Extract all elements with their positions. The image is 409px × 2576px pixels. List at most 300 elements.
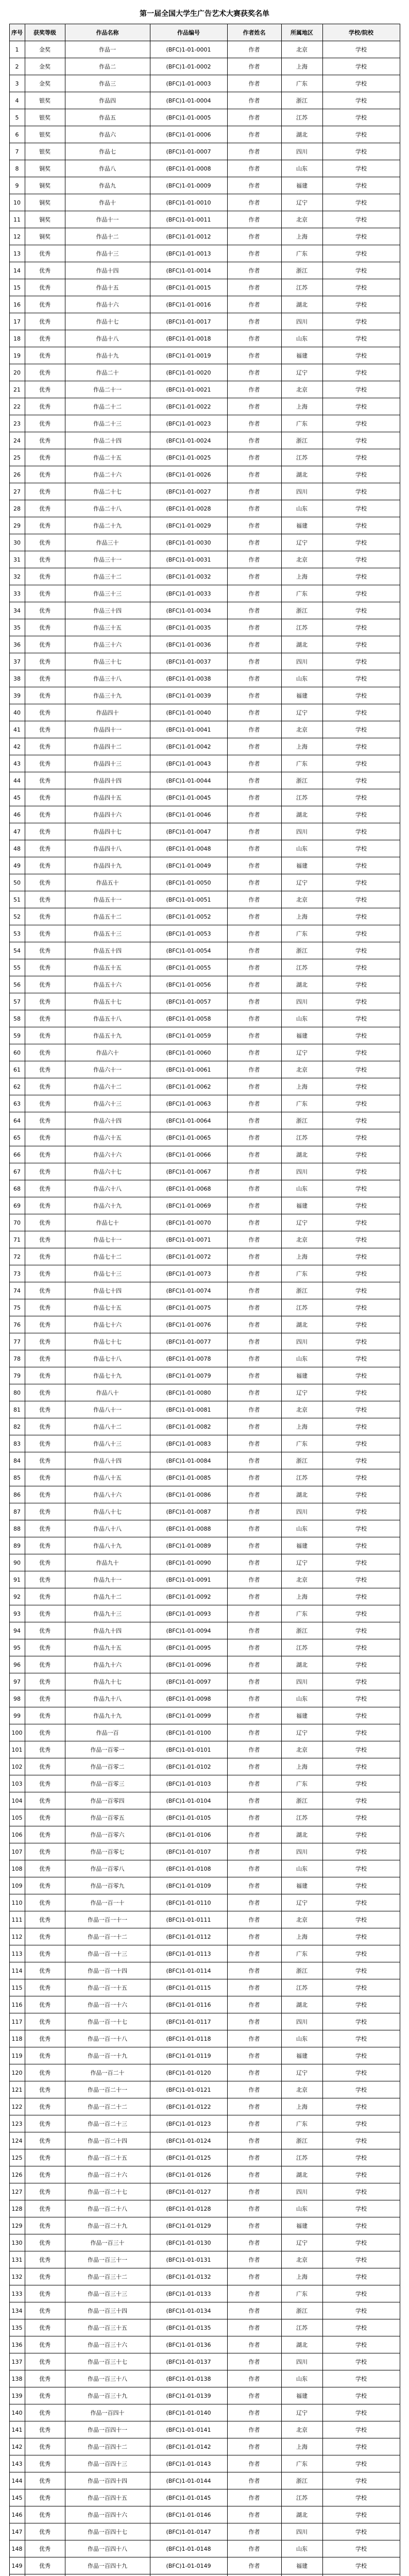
cell-id: (BFC)1-01-0100 (150, 1724, 227, 1741)
cell-id: (BFC)1-01-0041 (150, 721, 227, 738)
cell-id: (BFC)1-01-0032 (150, 568, 227, 585)
cell-no: 1 (9, 41, 25, 58)
table-row (9, 568, 400, 585)
cell-author: 作者 (227, 1894, 281, 1911)
cell-unit: 学校 (322, 1741, 400, 1758)
cell-level: 优秀 (25, 2234, 65, 2251)
cell-id: (BFC)1-01-0123 (150, 2115, 227, 2132)
cell-id: (BFC)1-01-0115 (150, 1979, 227, 1996)
cell-unit: 学校 (322, 2540, 400, 2557)
cell-level: 优秀 (25, 653, 65, 670)
cell-level: 优秀 (25, 1112, 65, 1129)
cell-unit: 学校 (322, 398, 400, 415)
table-row (9, 1452, 400, 1469)
cell-author: 作者 (227, 1690, 281, 1707)
cell-id: (BFC)1-01-0120 (150, 2064, 227, 2081)
table-row (9, 228, 400, 245)
cell-level: 优秀 (25, 279, 65, 296)
cell-author: 作者 (227, 1095, 281, 1112)
cell-id: (BFC)1-01-0084 (150, 1452, 227, 1469)
cell-title: 作品一百二十 (65, 2064, 150, 2081)
cell-title: 作品一百三十七 (65, 2353, 150, 2370)
table-row (9, 1418, 400, 1435)
cell-unit: 学校 (322, 857, 400, 874)
table-row (9, 1639, 400, 1656)
cell-no: 94 (9, 1622, 25, 1639)
cell-author: 作者 (227, 840, 281, 857)
cell-level: 优秀 (25, 1231, 65, 1248)
cell-no: 92 (9, 1588, 25, 1605)
cell-level: 优秀 (25, 1724, 65, 1741)
table-row (9, 1299, 400, 1316)
cell-id: (BFC)1-01-0136 (150, 2336, 227, 2353)
cell-id: (BFC)1-01-0014 (150, 262, 227, 279)
cell-id: (BFC)1-01-0077 (150, 1333, 227, 1350)
cell-unit: 学校 (322, 1877, 400, 1894)
cell-unit: 学校 (322, 2387, 400, 2404)
cell-author: 作者 (227, 1282, 281, 1299)
cell-unit: 学校 (322, 296, 400, 313)
cell-title: 作品二十八 (65, 500, 150, 517)
cell-unit: 学校 (322, 2234, 400, 2251)
table-row (9, 262, 400, 279)
cell-author: 作者 (227, 2472, 281, 2489)
table-row (9, 2013, 400, 2030)
cell-no: 62 (9, 1078, 25, 1095)
cell-region: 湖北 (281, 1826, 322, 1843)
cell-unit: 学校 (322, 636, 400, 653)
cell-region: 福建 (281, 2387, 322, 2404)
cell-id: (BFC)1-01-0008 (150, 160, 227, 177)
cell-no: 88 (9, 1520, 25, 1537)
cell-no: 82 (9, 1418, 25, 1435)
cell-unit: 学校 (322, 1231, 400, 1248)
cell-region: 北京 (281, 211, 322, 228)
cell-level: 铜奖 (25, 228, 65, 245)
cell-title: 作品一百一十五 (65, 1979, 150, 1996)
cell-id: (BFC)1-01-0131 (150, 2251, 227, 2268)
cell-title: 作品九十八 (65, 1690, 150, 1707)
cell-unit: 学校 (322, 925, 400, 942)
cell-id: (BFC)1-01-0011 (150, 211, 227, 228)
cell-id: (BFC)1-01-0147 (150, 2523, 227, 2540)
cell-region: 山东 (281, 1010, 322, 1027)
cell-unit: 学校 (322, 1724, 400, 1741)
cell-author: 作者 (227, 772, 281, 789)
cell-author: 作者 (227, 1877, 281, 1894)
cell-id: (BFC)1-01-0098 (150, 1690, 227, 1707)
table-row (9, 1741, 400, 1758)
cell-title: 作品八十三 (65, 1435, 150, 1452)
cell-author: 作者 (227, 1129, 281, 1146)
cell-level: 优秀 (25, 2013, 65, 2030)
cell-level: 优秀 (25, 772, 65, 789)
cell-id: (BFC)1-01-0017 (150, 313, 227, 330)
cell-level: 优秀 (25, 1571, 65, 1588)
cell-title: 作品四十 (65, 704, 150, 721)
cell-author: 作者 (227, 2438, 281, 2455)
table-row (9, 143, 400, 160)
cell-level: 优秀 (25, 687, 65, 704)
cell-id: (BFC)1-01-0054 (150, 942, 227, 959)
cell-region: 湖北 (281, 1486, 322, 1503)
cell-unit: 学校 (322, 1044, 400, 1061)
cell-unit: 学校 (322, 1095, 400, 1112)
cell-unit: 学校 (322, 347, 400, 364)
cell-level: 优秀 (25, 1197, 65, 1214)
cell-author: 作者 (227, 279, 281, 296)
cell-id: (BFC)1-01-0062 (150, 1078, 227, 1095)
cell-level: 优秀 (25, 1486, 65, 1503)
cell-unit: 学校 (322, 143, 400, 160)
table-row (9, 993, 400, 1010)
cell-author: 作者 (227, 2149, 281, 2166)
cell-level: 优秀 (25, 1928, 65, 1945)
cell-level: 优秀 (25, 330, 65, 347)
cell-region: 福建 (281, 2217, 322, 2234)
cell-author: 作者 (227, 262, 281, 279)
cell-unit: 学校 (322, 2217, 400, 2234)
cell-unit: 学校 (322, 1792, 400, 1809)
cell-level: 优秀 (25, 262, 65, 279)
cell-region: 山东 (281, 670, 322, 687)
cell-level: 优秀 (25, 840, 65, 857)
cell-id: (BFC)1-01-0056 (150, 976, 227, 993)
cell-no: 68 (9, 1180, 25, 1197)
cell-author: 作者 (227, 211, 281, 228)
cell-unit: 学校 (322, 1265, 400, 1282)
cell-level: 优秀 (25, 2217, 65, 2234)
cell-id: (BFC)1-01-0148 (150, 2540, 227, 2557)
table-row (9, 483, 400, 500)
cell-no: 131 (9, 2251, 25, 2268)
cell-title: 作品一百零五 (65, 1809, 150, 1826)
cell-level: 金奖 (25, 41, 65, 58)
cell-title: 作品十七 (65, 313, 150, 330)
cell-id: (BFC)1-01-0073 (150, 1265, 227, 1282)
cell-region: 浙江 (281, 2132, 322, 2149)
cell-no: 81 (9, 1401, 25, 1418)
cell-title: 作品十五 (65, 279, 150, 296)
cell-unit: 学校 (322, 1333, 400, 1350)
cell-title: 作品三十四 (65, 602, 150, 619)
cell-level: 优秀 (25, 398, 65, 415)
cell-id: (BFC)1-01-0023 (150, 415, 227, 432)
cell-no: 124 (9, 2132, 25, 2149)
cell-unit: 学校 (322, 1894, 400, 1911)
cell-level: 优秀 (25, 1894, 65, 1911)
cell-no: 5 (9, 109, 25, 126)
cell-no: 55 (9, 959, 25, 976)
cell-level: 优秀 (25, 1979, 65, 1996)
cell-level: 优秀 (25, 2115, 65, 2132)
cell-author: 作者 (227, 245, 281, 262)
cell-id: (BFC)1-01-0142 (150, 2438, 227, 2455)
cell-no: 12 (9, 228, 25, 245)
cell-no: 133 (9, 2285, 25, 2302)
table-row (9, 1622, 400, 1639)
cell-no: 95 (9, 1639, 25, 1656)
header-row (9, 24, 400, 41)
cell-level: 优秀 (25, 2523, 65, 2540)
cell-author: 作者 (227, 1537, 281, 1554)
cell-author: 作者 (227, 1996, 281, 2013)
table-row (9, 500, 400, 517)
cell-unit: 学校 (322, 772, 400, 789)
cell-level: 优秀 (25, 1435, 65, 1452)
cell-level: 优秀 (25, 2540, 65, 2557)
table-row (9, 75, 400, 92)
table-row (9, 1486, 400, 1503)
cell-title: 作品三十三 (65, 585, 150, 602)
table-row (9, 1758, 400, 1775)
cell-author: 作者 (227, 1231, 281, 1248)
cell-id: (BFC)1-01-0019 (150, 347, 227, 364)
cell-unit: 学校 (322, 1401, 400, 1418)
cell-region: 四川 (281, 313, 322, 330)
cell-title: 作品七十一 (65, 1231, 150, 1248)
cell-no: 41 (9, 721, 25, 738)
cell-author: 作者 (227, 568, 281, 585)
cell-id: (BFC)1-01-0139 (150, 2387, 227, 2404)
cell-region: 山东 (281, 1350, 322, 1367)
cell-no: 104 (9, 1792, 25, 1809)
cell-author: 作者 (227, 721, 281, 738)
cell-author: 作者 (227, 891, 281, 908)
cell-region: 北京 (281, 551, 322, 568)
cell-level: 优秀 (25, 942, 65, 959)
cell-region: 江苏 (281, 959, 322, 976)
cell-region: 江苏 (281, 1809, 322, 1826)
cell-no: 135 (9, 2319, 25, 2336)
cell-region: 湖北 (281, 296, 322, 313)
cell-title: 作品一百二十七 (65, 2183, 150, 2200)
cell-level: 优秀 (25, 2166, 65, 2183)
cell-title: 作品六十二 (65, 1078, 150, 1095)
cell-title: 作品一百四十七 (65, 2523, 150, 2540)
cell-id: (BFC)1-01-0035 (150, 619, 227, 636)
cell-title: 作品五十四 (65, 942, 150, 959)
cell-level: 优秀 (25, 585, 65, 602)
cell-no: 42 (9, 738, 25, 755)
table-row (9, 1129, 400, 1146)
cell-level: 优秀 (25, 1316, 65, 1333)
cell-region: 四川 (281, 2013, 322, 2030)
cell-author: 作者 (227, 1622, 281, 1639)
cell-id: (BFC)1-01-0122 (150, 2098, 227, 2115)
cell-author: 作者 (227, 1112, 281, 1129)
cell-author: 作者 (227, 143, 281, 160)
cell-no: 87 (9, 1503, 25, 1520)
cell-no: 61 (9, 1061, 25, 1078)
cell-author: 作者 (227, 823, 281, 840)
cell-title: 作品四十五 (65, 789, 150, 806)
cell-unit: 学校 (322, 2404, 400, 2421)
table-row (9, 1996, 400, 2013)
cell-author: 作者 (227, 109, 281, 126)
cell-title: 作品一百三十九 (65, 2387, 150, 2404)
cell-author: 作者 (227, 534, 281, 551)
cell-author: 作者 (227, 959, 281, 976)
cell-title: 作品三十一 (65, 551, 150, 568)
cell-no: 121 (9, 2081, 25, 2098)
cell-unit: 学校 (322, 126, 400, 143)
cell-title: 作品一百零二 (65, 1758, 150, 1775)
cell-title: 作品十六 (65, 296, 150, 313)
cell-id: (BFC)1-01-0099 (150, 1707, 227, 1724)
table-row (9, 41, 400, 58)
cell-id: (BFC)1-01-0051 (150, 891, 227, 908)
header-author: 作者姓名 (227, 24, 281, 41)
cell-title: 作品六十 (65, 1044, 150, 1061)
cell-title: 作品五十三 (65, 925, 150, 942)
cell-id: (BFC)1-01-0075 (150, 1299, 227, 1316)
cell-region: 四川 (281, 823, 322, 840)
cell-author: 作者 (227, 1486, 281, 1503)
cell-title: 作品一百零四 (65, 1792, 150, 1809)
table-row (9, 313, 400, 330)
table-row (9, 2183, 400, 2200)
cell-author: 作者 (227, 1418, 281, 1435)
cell-no: 93 (9, 1605, 25, 1622)
cell-author: 作者 (227, 2336, 281, 2353)
cell-region: 湖北 (281, 126, 322, 143)
cell-unit: 学校 (322, 1010, 400, 1027)
cell-author: 作者 (227, 551, 281, 568)
cell-id: (BFC)1-01-0030 (150, 534, 227, 551)
cell-no: 44 (9, 772, 25, 789)
cell-unit: 学校 (322, 1452, 400, 1469)
cell-author: 作者 (227, 466, 281, 483)
cell-level: 优秀 (25, 1792, 65, 1809)
cell-region: 浙江 (281, 2472, 322, 2489)
table-row (9, 2166, 400, 2183)
cell-level: 优秀 (25, 245, 65, 262)
cell-id: (BFC)1-01-0140 (150, 2404, 227, 2421)
cell-no: 115 (9, 1979, 25, 1996)
cell-id: (BFC)1-01-0050 (150, 874, 227, 891)
cell-unit: 学校 (322, 279, 400, 296)
cell-id: (BFC)1-01-0085 (150, 1469, 227, 1486)
cell-unit: 学校 (322, 2251, 400, 2268)
cell-author: 作者 (227, 2081, 281, 2098)
table-header (9, 24, 400, 41)
cell-no: 8 (9, 160, 25, 177)
cell-region: 山东 (281, 330, 322, 347)
cell-title: 作品九十三 (65, 1605, 150, 1622)
cell-author: 作者 (227, 415, 281, 432)
cell-unit: 学校 (322, 789, 400, 806)
table-row (9, 789, 400, 806)
table-row (9, 2387, 400, 2404)
cell-level: 银奖 (25, 109, 65, 126)
cell-level: 优秀 (25, 2489, 65, 2506)
cell-unit: 学校 (322, 1146, 400, 1163)
cell-region: 江苏 (281, 109, 322, 126)
cell-region: 江苏 (281, 619, 322, 636)
cell-level: 优秀 (25, 2098, 65, 2115)
cell-level: 优秀 (25, 1265, 65, 1282)
table-row (9, 2064, 400, 2081)
cell-unit: 学校 (322, 1418, 400, 1435)
cell-region: 福建 (281, 1537, 322, 1554)
cell-unit: 学校 (322, 1775, 400, 1792)
cell-region (281, 2574, 322, 2576)
cell-id: (BFC)1-01-0089 (150, 1537, 227, 1554)
cell-region: 山东 (281, 1180, 322, 1197)
cell-author: 作者 (227, 1316, 281, 1333)
cell-title: 作品八十六 (65, 1486, 150, 1503)
cell-id: (BFC)1-01-0101 (150, 1741, 227, 1758)
cell-level: 优秀 (25, 2353, 65, 2370)
cell-id: (BFC)1-01-0119 (150, 2047, 227, 2064)
cell-title: 作品一百四十 (65, 2404, 150, 2421)
cell-region: 四川 (281, 483, 322, 500)
cell-unit: 学校 (322, 891, 400, 908)
table-row (9, 296, 400, 313)
table-row (9, 1571, 400, 1588)
table-row (9, 2098, 400, 2115)
table-row (9, 1095, 400, 1112)
cell-unit: 学校 (322, 1503, 400, 1520)
cell-region: 江苏 (281, 1129, 322, 1146)
cell-id: (BFC)1-01-0146 (150, 2506, 227, 2523)
cell-no: 101 (9, 1741, 25, 1758)
cell-author: 作者 (227, 2319, 281, 2336)
cell-unit: 学校 (322, 823, 400, 840)
cell-author: 作者 (227, 755, 281, 772)
table-row (9, 1350, 400, 1367)
cell-title: 作品七十二 (65, 1248, 150, 1265)
cell-id: (BFC)1-01-0102 (150, 1758, 227, 1775)
cell-region: 浙江 (281, 1282, 322, 1299)
cell-no: 118 (9, 2030, 25, 2047)
cell-unit: 学校 (322, 1384, 400, 1401)
cell-level: 优秀 (25, 1129, 65, 1146)
cell-author: 作者 (227, 483, 281, 500)
cell-unit: 学校 (322, 483, 400, 500)
cell-region: 广东 (281, 755, 322, 772)
cell-title: 作品九十九 (65, 1707, 150, 1724)
table-row (9, 619, 400, 636)
cell-title: 作品一百二十三 (65, 2115, 150, 2132)
cell-unit: 学校 (322, 1758, 400, 1775)
cell-region: 北京 (281, 1911, 322, 1928)
cell-unit: 学校 (322, 585, 400, 602)
cell-id: (BFC)1-01-0015 (150, 279, 227, 296)
cell-author: 作者 (227, 2506, 281, 2523)
cell-author: 作者 (227, 1554, 281, 1571)
cell-region: 广东 (281, 1605, 322, 1622)
cell-unit: 学校 (322, 177, 400, 194)
table-row (9, 466, 400, 483)
cell-level: 优秀 (25, 908, 65, 925)
cell-author: 作者 (227, 1792, 281, 1809)
cell-unit: 学校 (322, 381, 400, 398)
cell-level: 优秀 (25, 1843, 65, 1860)
cell-unit: 学校 (322, 2472, 400, 2489)
cell-id: (BFC)1-01-0145 (150, 2489, 227, 2506)
cell-region: 广东 (281, 245, 322, 262)
cell-level: 优秀 (25, 1418, 65, 1435)
cell-title: 作品十 (65, 194, 150, 211)
cell-no: 39 (9, 687, 25, 704)
table-row (9, 1962, 400, 1979)
table-row (9, 245, 400, 262)
cell-title: 作品八十一 (65, 1401, 150, 1418)
cell-author: 作者 (227, 2030, 281, 2047)
cell-level: 优秀 (25, 1452, 65, 1469)
